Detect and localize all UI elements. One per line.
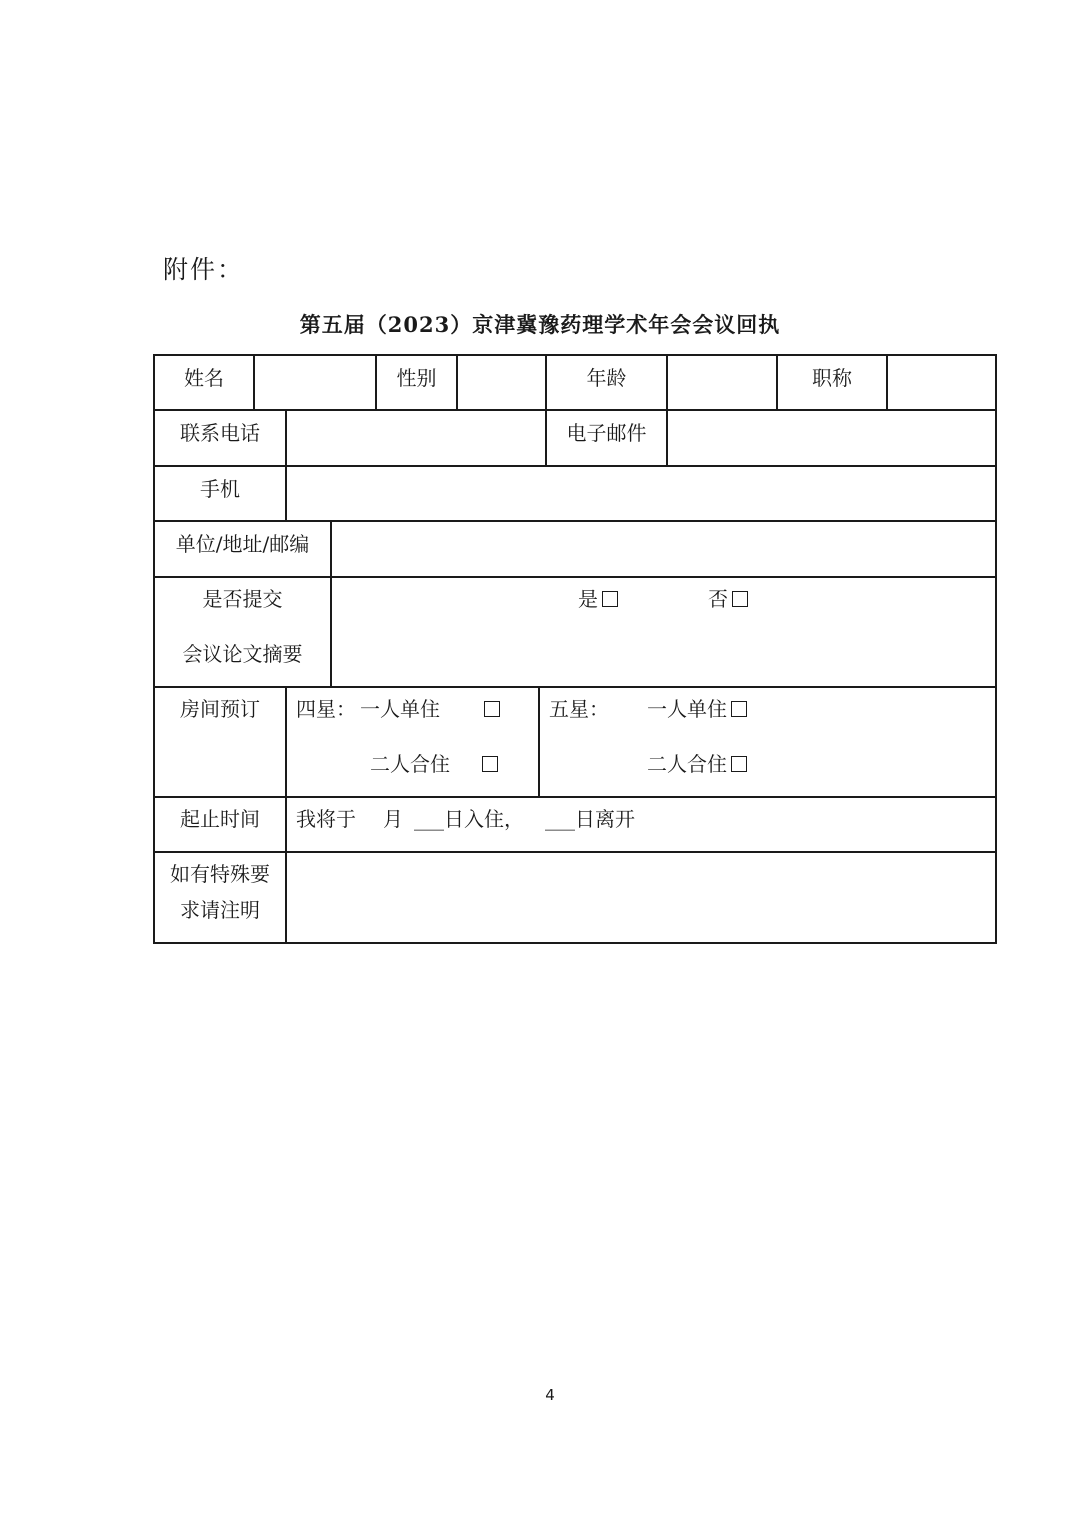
special-request-label-line1: 如有特殊要 <box>170 862 270 886</box>
row-divider <box>153 576 997 578</box>
single-room-label: 一人单住 <box>647 697 727 721</box>
cell-divider <box>538 686 540 798</box>
phone-field[interactable] <box>287 411 545 465</box>
form-border-bottom <box>153 942 997 944</box>
mobile-field[interactable] <box>287 467 995 520</box>
double-room-label: 二人合住 <box>647 752 727 776</box>
page-number: 4 <box>545 1386 555 1404</box>
four-star-double-option[interactable] <box>370 752 450 776</box>
title-label: 职称 <box>812 366 852 390</box>
four-star-single-option[interactable] <box>360 697 440 721</box>
org-field[interactable] <box>332 522 995 576</box>
attachment-label: 附件： <box>163 255 245 284</box>
checkbox-icon[interactable] <box>732 591 748 607</box>
abstract-label-line2: 会议论文摘要 <box>182 642 303 666</box>
phone-label: 联系电话 <box>180 421 260 445</box>
name-label: 姓名 <box>184 366 224 390</box>
checkbox-icon[interactable] <box>602 591 618 607</box>
row-divider <box>153 796 997 798</box>
gender-label: 性别 <box>396 366 437 390</box>
room-label: 房间预订 <box>180 697 260 721</box>
dates-text-prefix: 我将于 <box>296 807 356 831</box>
check-out-date[interactable]: ___日离开 <box>545 807 635 831</box>
four-star-single-checkbox[interactable] <box>480 697 500 721</box>
name-field[interactable] <box>255 356 375 409</box>
abstract-yes-option[interactable] <box>578 587 618 611</box>
abstract-no-option[interactable] <box>708 587 748 611</box>
gender-field[interactable] <box>458 356 545 409</box>
age-field[interactable] <box>668 356 776 409</box>
double-room-label: 二人合住 <box>370 752 450 776</box>
age-label: 年龄 <box>586 366 627 390</box>
abstract-yes-label: 是 <box>578 587 598 611</box>
checkbox-icon[interactable] <box>731 756 747 772</box>
checkbox-icon[interactable] <box>484 701 500 717</box>
email-field[interactable] <box>668 411 995 465</box>
dates-month[interactable]: 月 <box>383 807 403 831</box>
checkbox-icon[interactable] <box>731 701 747 717</box>
checkbox-icon[interactable] <box>482 756 498 772</box>
form-border-right <box>995 354 997 944</box>
org-label: 单位/地址/邮编 <box>175 532 310 556</box>
abstract-no-label: 否 <box>708 587 728 611</box>
abstract-label-line1: 是否提交 <box>202 587 283 611</box>
four-star-label: 四星： <box>296 697 356 721</box>
five-star-label: 五星： <box>549 697 609 721</box>
title-field[interactable] <box>888 356 995 409</box>
form-title: 第五届（2023）京津冀豫药理学术年会会议回执 <box>299 312 781 337</box>
special-request-field[interactable] <box>287 853 995 942</box>
check-in-date[interactable]: ___日入住， <box>414 807 524 831</box>
email-label: 电子邮件 <box>566 421 647 445</box>
special-request-label-line2: 求请注明 <box>180 898 260 922</box>
five-star-single-option[interactable] <box>647 697 747 721</box>
dates-label: 起止时间 <box>180 807 260 831</box>
five-star-double-option[interactable] <box>647 752 747 776</box>
single-room-label: 一人单住 <box>360 697 440 721</box>
four-star-double-checkbox[interactable] <box>478 752 498 776</box>
row-divider <box>153 686 997 688</box>
mobile-label: 手机 <box>200 477 240 501</box>
